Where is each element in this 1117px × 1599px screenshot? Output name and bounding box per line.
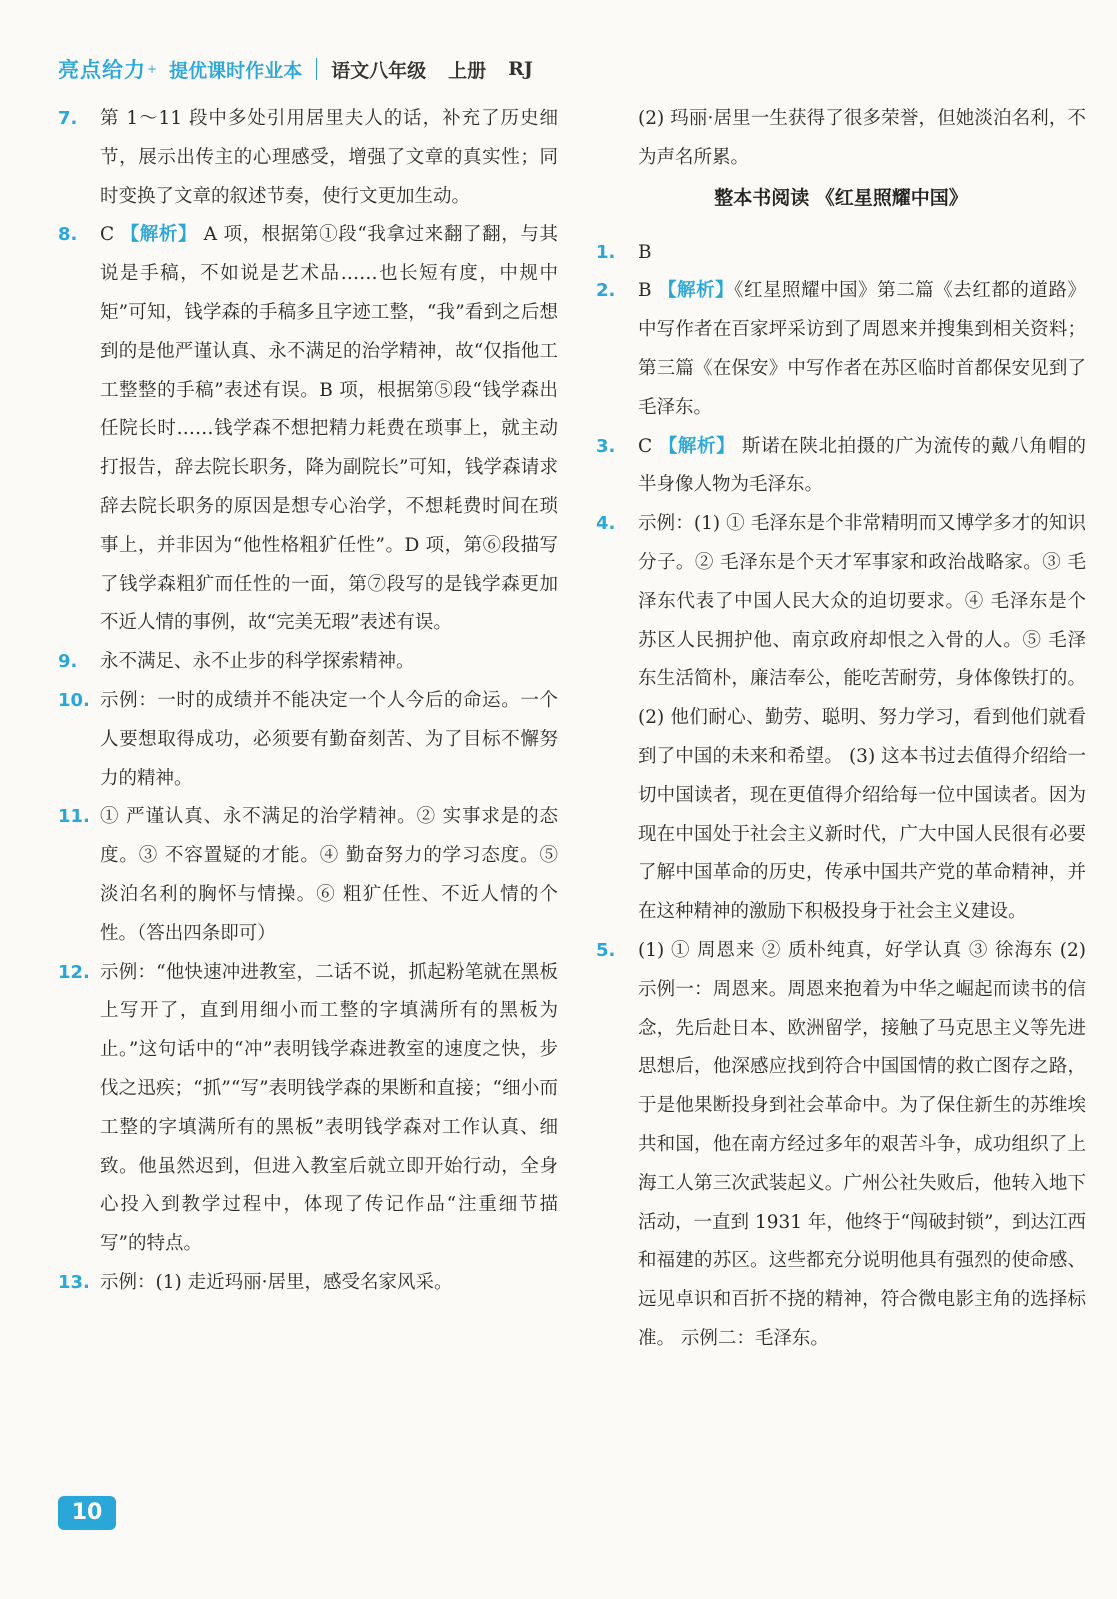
header-divider — [316, 58, 317, 80]
item-number: 10. — [58, 689, 90, 711]
answer-item — [596, 505, 1086, 932]
item-number: 7. — [58, 108, 78, 129]
answer-item — [596, 272, 1086, 427]
item-number: 4. — [596, 513, 616, 535]
item-text: 《红星照耀中国》第二篇《去红都的道路》中写作者在百家坪采访到了周恩来并搜集到相关资料；第三篇《在保安》中写作者在苏区临时首都保安见到了毛泽东。 — [638, 280, 1086, 418]
item-text: 斯诺在陕北拍摄的广为流传的戴八角帽的半身像人物为毛泽东。 — [638, 435, 1086, 496]
item-number: 13. — [58, 1271, 90, 1293]
brand-logo: 亮点给力 — [58, 58, 146, 82]
answer-choice: B — [638, 280, 659, 302]
item-text: A 项，根据第①段“我拿过来翻了翻，与其说是手稿，不如说是艺术品……也长短有度，中规中矩”可知，钱学森的手稿多且字迹工整，“我”看到之后想到的是他严谨认真、永不满足的治学精神，故“仅指他工工整整的手稿”表述有误。B 项，根据第⑤段“钱学森出任院长时……钱学森不想把精力耗费在琐事上，就主动打报告，辞去院长职务，降为副院长”可知，钱学森请求辞去院长职务的原因是想专心治学，不想耗费时间在琐事上，并非因为“他性格粗犷任性”。D 项，第⑥段描写了钱学森粗犷而任性的一面，第⑦段写的是钱学森更加不近人情的事例，故“完美无瑕”表述有误。 — [100, 224, 558, 634]
right-column — [596, 100, 1086, 1359]
item-text: ① 严谨认真、永不满足的治学精神。② 实事求是的态度。③ 不容置疑的才能。④ 勤奋努力的学习态度。⑤ 淡泊名利的胸怀与情操。⑥ 粗犷任性、不近人情的个性。（答出四条即可） — [100, 806, 558, 944]
item-number: 9. — [58, 651, 78, 673]
series-title: 提优课时作业本 — [169, 59, 303, 82]
item-number: 8. — [58, 224, 78, 246]
left-column — [58, 100, 558, 1303]
page-number: 10 — [58, 1496, 116, 1530]
item-number: 3. — [596, 435, 616, 457]
answer-item — [58, 798, 558, 953]
analysis-tag: 【解析】 — [120, 224, 198, 246]
item-number: 2. — [596, 280, 616, 302]
book-title: 语文八年级 — [331, 59, 427, 82]
item-text: (2) 玛丽·居里一生获得了很多荣誉，但她淡泊名利，不为声名所累。 — [638, 108, 1086, 168]
item-text: 永不满足、永不止步的科学探索精神。 — [100, 651, 415, 673]
item-number: 1. — [596, 241, 616, 263]
brand-sup: + — [147, 62, 158, 76]
answer-item — [58, 100, 558, 216]
item-number: 11. — [58, 806, 90, 828]
section-title: 整本书阅读 《红星照耀中国》 — [714, 186, 968, 209]
item-text: 第 1～11 段中多处引用居里夫人的话，补充了历史细节，展示出传主的心理感受，增强了文章的真实性；同时变换了文章的叙述节奏，使行文更加生动。 — [100, 108, 558, 207]
page-header — [58, 52, 533, 86]
analysis-tag: 【解析】 — [658, 280, 735, 302]
item-text: 示例：一时的成绩并不能决定一个人今后的命运。一个人要想取得成功，必须要有勤奋刻苦、为了目标不懈努力的精神。 — [100, 689, 558, 789]
edition-label: RJ — [508, 58, 533, 80]
volume-label: 上册 — [448, 59, 487, 82]
item-text: 示例：(1) ① 毛泽东是个非常精明而又博学多才的知识分子。② 毛泽东是个天才军事家和政治战略家。③ 毛泽东代表了中国人民大众的迫切要求。④ 毛泽东是个苏区人民拥护他、南京政府却恨之入骨的人。⑤ 毛泽东生活简朴，廉洁奉公，能吃苦耐劳，身体像铁打的。 (2) 他们耐心、勤劳、聪明、努力学习，看到他们就看到了中国的未来和希望。 (3) 这本书过去值得介绍给一切中国读者，现在更值得介绍给每一位中国读者。因为现在中国处于社会主义新时代，广大中国人民很有必要了解中国革命的历史，传承中国共产党的革命精神，并在这种精神的激励下积极投身于社会主义建设。 — [638, 513, 1086, 923]
answer-item — [596, 428, 1086, 506]
item-text: B — [638, 241, 652, 263]
answer-choice: C — [638, 435, 659, 457]
answer-item — [58, 643, 558, 682]
answer-item — [58, 216, 558, 643]
continued-answer — [596, 100, 1086, 178]
answer-item — [58, 1264, 558, 1303]
answer-item — [58, 954, 558, 1264]
answer-choice: C — [100, 224, 121, 246]
item-text: 示例：(1) 走近玛丽·居里，感受名家风采。 — [100, 1271, 453, 1293]
answer-item — [596, 234, 1086, 273]
answer-item — [596, 932, 1086, 1359]
item-text: (1) ① 周恩来 ② 质朴纯真，好学认真 ③ 徐海东 (2) 示例一：周恩来。周恩来抱着为中华之崛起而读书的信念，先后赴日本、欧洲留学，接触了马克思主义等先进思想后，他深感应找到符合中国国情的救亡图存之路，于是他果断投身到社会革命中。为了保住新生的苏维埃共和国，他在南方经过多年的艰苦斗争，成功组织了上海工人第三次武装起义。广州公社失败后，他转入地下活动，一直到 1931 年，他终于“闯破封锁”，到达江西和福建的苏区。这些都充分说明他具有强烈的使命感、远见卓识和百折不挠的精神，符合微电影主角的选择标准。 示例二：毛泽东。 — [638, 939, 1086, 1349]
item-number: 12. — [58, 961, 90, 983]
analysis-tag: 【解析】 — [658, 435, 736, 457]
item-text: 示例：“他快速冲进教室，二话不说，抓起粉笔就在黑板上写开了，直到用细小而工整的字填满所有的黑板为止。”这句话中的“冲”表明钱学森进教室的速度之快，步伐之迅疾；“抓”“写”表明钱学森的果断和直接；“细小而工整的字填满所有的黑板”表明钱学森对工作认真、细致。他虽然迟到，但进入教室后就立即开始行动，全身心投入到教学过程中，体现了传记作品“注重细节描写”的特点。 — [100, 961, 558, 1255]
item-number: 5. — [596, 939, 616, 961]
answer-item — [58, 682, 558, 798]
